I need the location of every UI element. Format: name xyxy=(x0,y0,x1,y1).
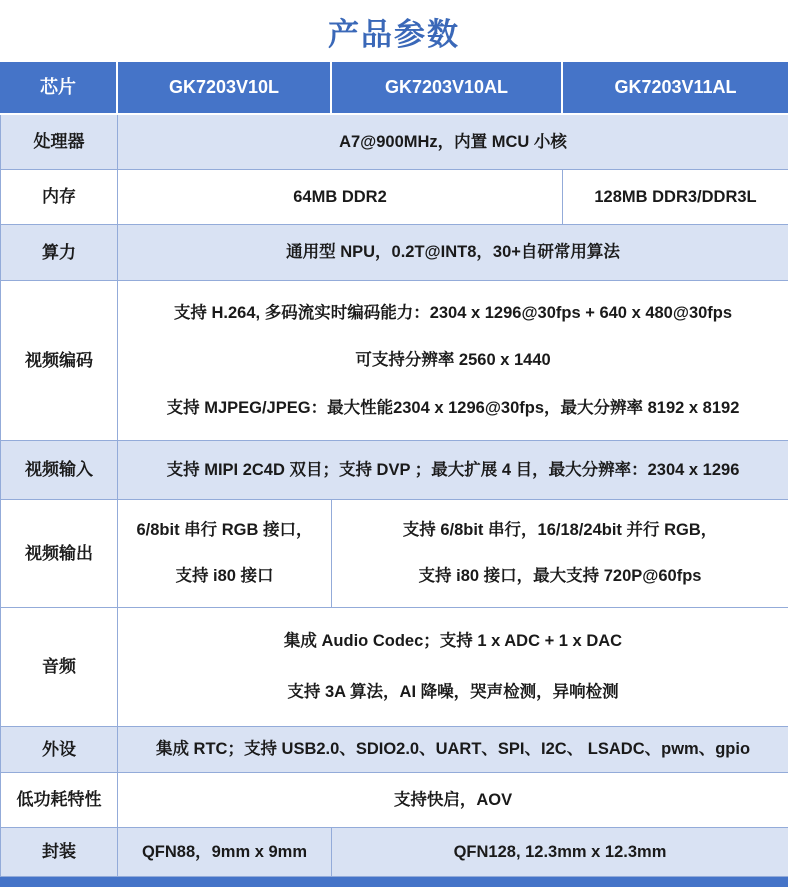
video-output-right-line-2: 支持 i80 接口，最大支持 720P@60fps xyxy=(418,566,702,585)
row-memory-value-right xyxy=(563,170,788,224)
row-audio xyxy=(0,608,788,727)
row-npu xyxy=(0,225,788,281)
header-chip-label: 芯片 xyxy=(0,62,118,113)
row-audio-label: 音频 xyxy=(0,608,118,726)
row-video-input-value xyxy=(118,441,788,499)
audio-line-1: 集成 Audio Codec；支持 1 x ADC + 1 x DAC xyxy=(283,632,623,651)
row-video-output xyxy=(0,500,788,608)
row-npu-label: 算力 xyxy=(0,225,118,280)
row-memory-label: 内存 xyxy=(0,170,118,224)
row-peripherals xyxy=(0,727,788,773)
row-package-value-left xyxy=(118,828,332,876)
row-processor-value xyxy=(118,115,788,169)
footer-accent-bar xyxy=(0,877,788,887)
spec-table xyxy=(0,62,788,877)
row-npu-value xyxy=(118,225,788,280)
row-video-encode xyxy=(0,281,788,441)
row-video-encode-value xyxy=(118,281,788,440)
header-col-gk7203v10al: GK7203V10AL xyxy=(332,62,563,113)
video-input-value-text: 支持 MIPI 2C4D 双目；支持 DVP ；最大扩展 4 目，最大分辨率：2304 x 1296 xyxy=(166,460,740,479)
low-power-value-text: 支持快启，AOV xyxy=(393,790,513,809)
page-title: 产品参数 xyxy=(328,16,460,52)
row-peripherals-value xyxy=(118,727,788,772)
header-col-gk7203v11al: GK7203V11AL xyxy=(614,77,737,98)
package-right-text: QFN128, 12.3mm x 12.3mm xyxy=(453,842,667,861)
header-row xyxy=(0,62,788,115)
video-output-left-line-2: 支持 i80 接口 xyxy=(175,566,274,585)
header-col-gk7203v10l: GK7203V10L xyxy=(118,62,332,113)
npu-value-text: 通用型 NPU，0.2T@INT8，30+自研常用算法 xyxy=(286,243,620,262)
row-memory xyxy=(0,170,788,225)
package-left-text: QFN88，9mm x 9mm xyxy=(141,842,308,861)
row-package xyxy=(0,828,788,877)
video-encode-line-1: 支持 H.264, 多码流实时编码能力：2304 x 1296@30fps + 640 x 480@30fps xyxy=(173,303,733,322)
row-package-label: 封装 xyxy=(0,828,118,876)
video-output-right-line-1: 支持 6/8bit 串行，16/18/24bit 并行 RGB， xyxy=(402,521,718,540)
row-processor xyxy=(0,115,788,170)
row-video-output-left xyxy=(118,500,332,607)
peripherals-value-text: 集成 RTC；支持 USB2.0、SDIO2.0、UART、SPI、I2C、 LSADC、pwm、gpio xyxy=(155,740,751,759)
row-video-output-right xyxy=(332,500,788,607)
row-video-output-label: 视频输出 xyxy=(0,500,118,607)
row-low-power xyxy=(0,773,788,828)
memory-right-text: 128MB DDR3/DDR3L xyxy=(594,187,757,206)
row-processor-label: 处理器 xyxy=(0,115,118,169)
processor-value-text: A7@900MHz，内置 MCU 小核 xyxy=(339,132,567,151)
video-encode-line-3: 支持 MJPEG/JPEG：最大性能2304 x 1296@30fps，最大分辨率 8192 x 8192 xyxy=(166,398,740,417)
row-low-power-label: 低功耗特性 xyxy=(0,773,118,827)
row-video-input xyxy=(0,441,788,500)
row-video-input-label: 视频输入 xyxy=(0,441,118,499)
audio-line-2: 支持 3A 算法，AI 降噪，哭声检测，异响检测 xyxy=(287,683,619,702)
row-peripherals-label: 外设 xyxy=(0,727,118,772)
video-encode-line-2: 可支持分辨率 2560 x 1440 xyxy=(355,351,551,370)
memory-main-text: 64MB DDR2 xyxy=(293,187,387,206)
row-low-power-value xyxy=(118,773,788,827)
row-video-encode-label: 视频编码 xyxy=(0,281,118,440)
row-memory-value-main xyxy=(118,170,563,224)
row-audio-value xyxy=(118,608,788,726)
row-package-value-right xyxy=(332,828,788,876)
video-output-left-line-1: 6/8bit 串行 RGB 接口， xyxy=(136,521,313,540)
